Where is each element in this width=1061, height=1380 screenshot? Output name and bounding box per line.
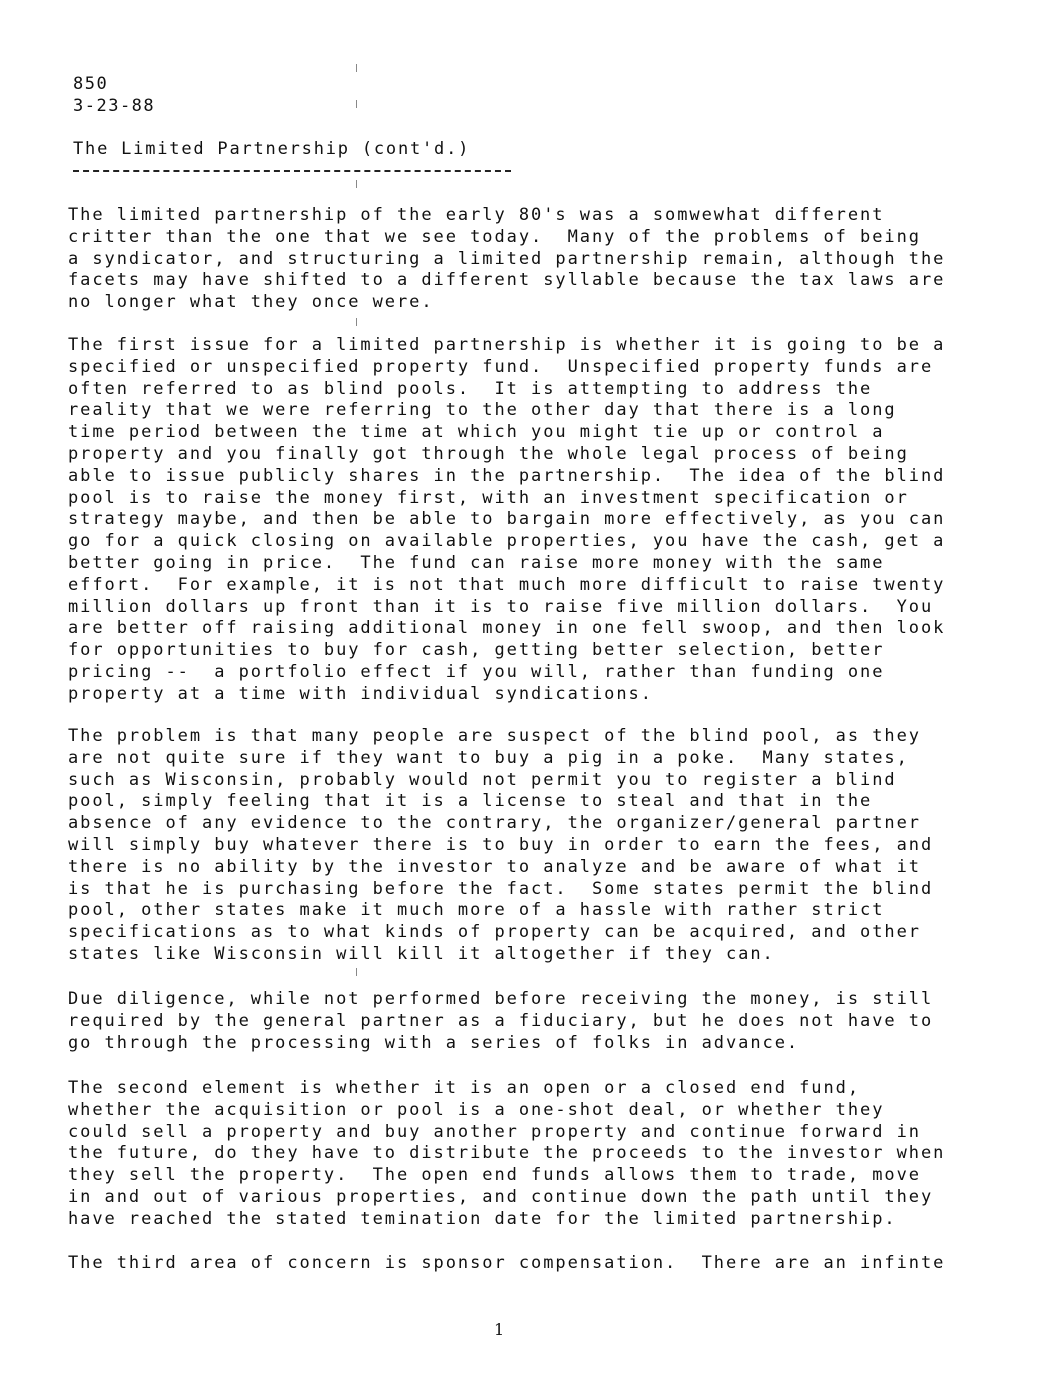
text-line: are better off raising additional money in one fell swoop, and then look <box>68 618 946 639</box>
paragraph-4 <box>68 989 1028 1054</box>
text-line: effort. For example, it is not that much more difficult to raise twenty <box>68 574 946 595</box>
text-line: for opportunities to buy for cash, getting better selection, better <box>68 640 885 661</box>
text-line: The problem is that many people are suspect of the blind pool, as they <box>68 726 921 746</box>
text-line: no longer what they once were. <box>68 292 434 313</box>
text-line: go for a quick closing on available properties, you have the cash, get a <box>68 531 946 552</box>
text-line: The third area of concern is sponsor compensation. There are an infinte <box>68 1253 946 1273</box>
text-line: pricing -- a portfolio effect if you will, rather than funding one <box>68 661 885 682</box>
text-line: pool, simply feeling that it is a license to steal and that in the <box>68 791 873 812</box>
text-line: time period between the time at which you might tie up or control a <box>68 422 885 443</box>
text-line: critter than the one that we see today. Many of the problems of being <box>68 226 921 247</box>
text-line: could sell a property and buy another property and continue forward in <box>68 1121 921 1142</box>
text-line: the future, do they have to distribute the proceeds to the investor when <box>68 1143 946 1164</box>
text-line: The limited partnership of the early 80's was a somwewhat different <box>68 205 885 225</box>
text-line: they sell the property. The open end funds allows them to trade, move <box>68 1165 921 1186</box>
text-line: pool is to raise the money first, with an investment specification or <box>68 487 909 508</box>
text-line: there is no ability by the investor to analyze and be aware of what it <box>68 856 921 877</box>
text-line: specified or unspecified property fund. Unspecified property funds are <box>68 356 934 377</box>
text-line: such as Wisconsin, probably would not permit you to register a blind <box>68 769 897 790</box>
text-line: is that he is purchasing before the fact. Some states permit the blind <box>68 878 934 899</box>
text-line: strategy maybe, and then be able to bargain more effectively, as you can <box>68 509 946 530</box>
text-line: pool, other states make it much more of a hassle with rather strict <box>68 900 885 921</box>
paragraph-1 <box>68 205 1028 314</box>
paragraph-3 <box>68 726 1028 966</box>
title-underline <box>73 170 511 172</box>
text-line: The first issue for a limited partnership is whether it is going to be a <box>68 335 946 355</box>
text-line: whether the acquisition or pool is a one-shot deal, or whether they <box>68 1099 885 1120</box>
paragraph-5 <box>68 1078 1028 1231</box>
text-line: will simply buy whatever there is to buy in order to earn the fees, and <box>68 834 934 855</box>
text-line: have reached the stated temination date for the limited partnership. <box>68 1208 897 1229</box>
text-line: reality that we were referring to the other day that there is a long <box>68 400 897 421</box>
page-number: 1 <box>494 1320 505 1339</box>
text-line: Due diligence, while not performed before receiving the money, is still <box>68 989 934 1009</box>
text-line: property and you finally got through the whole legal process of being <box>68 443 909 464</box>
text-line: million dollars up front than it is to raise five million dollars. You <box>68 596 934 617</box>
document-title: The Limited Partnership (cont'd.) <box>73 139 471 159</box>
text-line: property at a time with individual syndications. <box>68 683 653 704</box>
text-line: go through the processing with a series of folks in advance. <box>68 1032 800 1053</box>
text-line: required by the general partner as a fiduciary, but he does not have to <box>68 1010 934 1031</box>
paragraph-6 <box>68 1253 1028 1275</box>
text-line: are not quite sure if they want to buy a pig in a poke. Many states, <box>68 747 909 768</box>
text-line: specifications as to what kinds of property can be acquired, and other <box>68 922 921 943</box>
text-line: states like Wisconsin will kill it altogether if they can. <box>68 943 775 964</box>
document-number: 850 <box>73 74 109 94</box>
paragraph-2 <box>68 335 1028 706</box>
text-line: a syndicator, and structuring a limited partnership remain, although the <box>68 248 946 269</box>
text-line: facets may have shifted to a different syllable because the tax laws are <box>68 270 946 291</box>
text-line: often referred to as blind pools. It is attempting to address the <box>68 378 873 399</box>
text-line: in and out of various properties, and continue down the path until they <box>68 1186 934 1207</box>
text-line: absence of any evidence to the contrary, the organizer/general partner <box>68 813 921 834</box>
document-date: 3-23-88 <box>73 96 156 116</box>
text-line: better going in price. The fund can raise more money with the same <box>68 552 885 573</box>
text-line: able to issue publicly shares in the partnership. The idea of the blind <box>68 465 946 486</box>
text-line: The second element is whether it is an open or a closed end fund, <box>68 1078 861 1098</box>
